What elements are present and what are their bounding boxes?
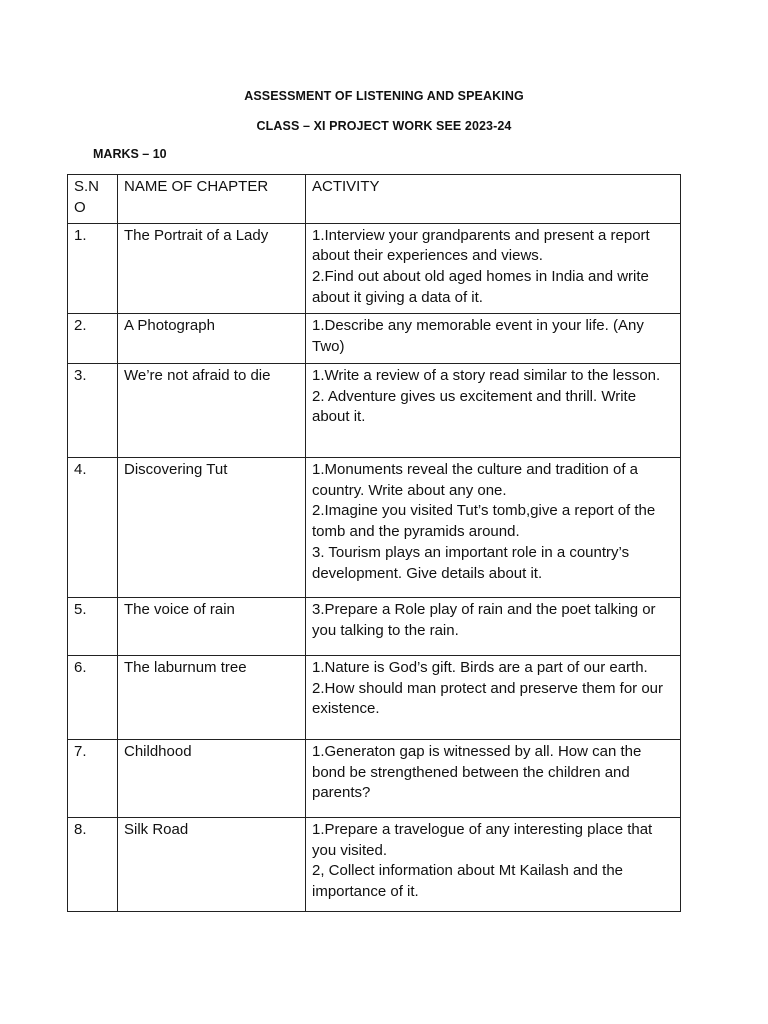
activity-item: 1.Nature is God’s gift. Birds are a part of our earth.	[312, 658, 648, 676]
row-chapter: The laburnum tree	[118, 655, 306, 739]
activity-item: 2, Collect information about Mt Kailash and the importance of it.	[312, 862, 624, 901]
table-row	[68, 457, 681, 597]
activity-item: 1.Describe any memorable event in your life. (Any Two)	[312, 316, 644, 355]
row-activity	[306, 223, 681, 313]
row-chapter: Discovering Tut	[118, 457, 306, 597]
activity-table	[67, 174, 681, 912]
row-sno: 2.	[68, 313, 118, 363]
row-activity	[306, 739, 681, 817]
row-activity	[306, 313, 681, 363]
row-sno: 6.	[68, 655, 118, 739]
row-chapter: The voice of rain	[118, 597, 306, 655]
activity-item: 2.How should man protect and preserve them for our existence.	[312, 679, 664, 718]
activity-item: 3.Prepare a Role play of rain and the poet talking or you talking to the rain.	[312, 600, 656, 639]
row-sno: 7.	[68, 739, 118, 817]
row-chapter: The Portrait of a Lady	[118, 223, 306, 313]
row-activity	[306, 655, 681, 739]
activity-item: 1.Generaton gap is witnessed by all. How can the bond be strengthened between the children and parents?	[312, 742, 642, 802]
activity-item: 3. Tourism plays an important role in a country’s development. Give details about it.	[312, 543, 630, 582]
table-row	[68, 655, 681, 739]
row-sno: 1.	[68, 223, 118, 313]
activity-item: 2.Imagine you visited Tut’s tomb,give a report of the tomb and the pyramids around.	[312, 502, 656, 541]
table-row	[68, 223, 681, 313]
row-sno: 3.	[68, 363, 118, 457]
table-header-row	[68, 175, 681, 224]
table-row	[68, 313, 681, 363]
row-chapter: We’re not afraid to die	[118, 363, 306, 457]
row-activity	[306, 457, 681, 597]
header-sno: S.N O	[68, 175, 118, 224]
row-sno: 4.	[68, 457, 118, 597]
activity-item: 1.Interview your grandparents and present a report about their experiences and views.	[312, 226, 650, 265]
row-activity	[306, 817, 681, 911]
activity-item: 1.Prepare a travelogue of any interesting place that you visited.	[312, 820, 653, 859]
header-activity: ACTIVITY	[306, 175, 681, 224]
table-row	[68, 739, 681, 817]
header-chapter: NAME OF CHAPTER	[118, 175, 306, 224]
row-chapter: Silk Road	[118, 817, 306, 911]
marks-label: MARKS – 10	[93, 147, 167, 161]
row-sno: 5.	[68, 597, 118, 655]
row-activity	[306, 597, 681, 655]
activity-item: 2.Find out about old aged homes in India and write about it giving a data of it.	[312, 268, 649, 306]
document-subtitle: CLASS – XI PROJECT WORK SEE 2023-24	[256, 119, 512, 133]
table-row	[68, 597, 681, 655]
activity-item: 1.Monuments reveal the culture and tradition of a country. Write about any one.	[312, 460, 639, 499]
table-row	[68, 817, 681, 911]
row-sno: 8.	[68, 817, 118, 911]
row-activity	[306, 363, 681, 457]
row-chapter: Childhood	[118, 739, 306, 817]
activity-item: 1.Write a review of a story read similar to the lesson.	[312, 366, 661, 384]
table-row	[68, 363, 681, 457]
document-title: ASSESSMENT OF LISTENING AND SPEAKING	[244, 89, 524, 103]
activity-item: 2. Adventure gives us excitement and thrill. Write about it.	[312, 387, 637, 426]
row-chapter: A Photograph	[118, 313, 306, 363]
